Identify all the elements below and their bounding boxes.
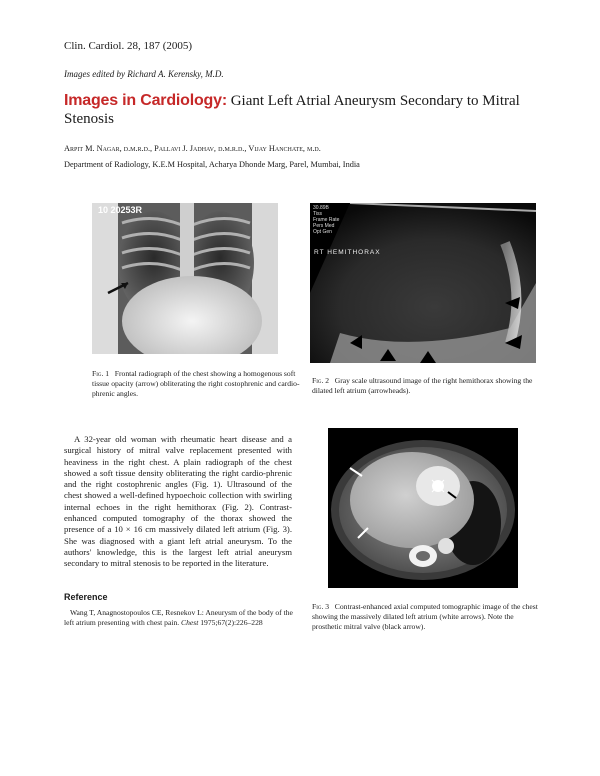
affiliation: Department of Radiology, K.E.M Hospital, Acharya Dhonde Marg, Parel, Mumbai, India	[64, 160, 360, 169]
section-title: Images in Cardiology:	[64, 92, 227, 109]
reference-authors-title: Wang T, Anagnostopoulos CE, Resnekov L: Aneurysm of the body of the left atrium presenting with chest pain.	[64, 608, 293, 627]
figure-1-label: Fig. 1	[92, 369, 110, 378]
ultrasound-setting: Opt Gen	[313, 229, 332, 235]
reference-entry	[64, 608, 296, 628]
ultrasound-setting: 30.89B	[313, 205, 329, 211]
figure-2-ultrasound	[310, 203, 536, 363]
figure-3-caption-text: Contrast-enhanced axial computed tomographic image of the chest showing the massively dilated left atrium (white arrows). Note the prosthetic mitral valve (black arrow).	[312, 602, 538, 631]
ultrasound-setting: Frame Rate	[313, 217, 340, 223]
ct-image	[328, 428, 518, 588]
figure-3-caption	[312, 602, 544, 632]
reference-heading: Reference	[64, 592, 108, 602]
ultrasound-image	[310, 203, 536, 363]
radiograph-image	[92, 203, 278, 354]
images-editor: Images edited by Richard A. Kerensky, M.D.	[64, 69, 224, 79]
figure-2-label: Fig. 2	[312, 376, 330, 385]
article-title	[64, 92, 544, 128]
figure-3-ct-scan	[328, 428, 518, 588]
radiograph-id-label: 10 20253R	[98, 205, 143, 215]
figure-1-radiograph	[92, 203, 278, 354]
author-list: Arpit M. Nagar, d.m.r.d., Pallavi J. Jadhav, d.m.r.d., Vijay Hanchate, m.d.	[64, 144, 321, 153]
ultrasound-region-label: RT HEMITHORAX	[314, 249, 381, 256]
reference-citation: 1975;67(2):226–228	[198, 618, 263, 627]
ultrasound-setting: Pers Med	[313, 223, 335, 229]
ultrasound-setting: Tiss	[313, 211, 322, 217]
figure-1-caption	[92, 369, 302, 399]
figure-2-caption-text: Gray scale ultrasound image of the right hemithorax showing the dilated left atrium (arrowheads).	[312, 376, 533, 395]
journal-citation: Clin. Cardiol. 28, 187 (2005)	[64, 40, 193, 52]
figure-3-label: Fig. 3	[312, 602, 330, 611]
figure-1-caption-text: Frontal radiograph of the chest showing a homogenous soft tissue opacity (arrow) obliterating the right costophrenic and cardio-phrenic angles.	[92, 369, 300, 398]
ultrasound-settings	[313, 205, 339, 235]
figure-2-caption	[312, 376, 540, 396]
reference-journal: Chest	[181, 618, 199, 627]
main-title: Giant Left Atrial Aneurysm Secondary to Mitral Stenosis	[64, 93, 520, 127]
article-body: A 32-year old woman with rheumatic heart disease and a surgical history of mitral valve replacement presented with heaviness in the right chest. A plain radiograph of the chest showed a soft tissue density obliterating the right cardio-phrenic and the right costophrenic angles (Fig. 1). Ultrasound of the chest showed a well-defined hypoechoic collection with swirling internal echoes in the right hemithorax (Fig. 2). Contrast-enhanced computed tomography of the thorax showed the presence of a 10 × 16 cm massively dilated left atrium (Fig. 3). She was diagnosed with a giant left atrial aneurysm. To the authors' knowledge, this is the largest left atrial aneurysm secondary to mitral stenosis to be reported in the literature.	[64, 434, 292, 569]
